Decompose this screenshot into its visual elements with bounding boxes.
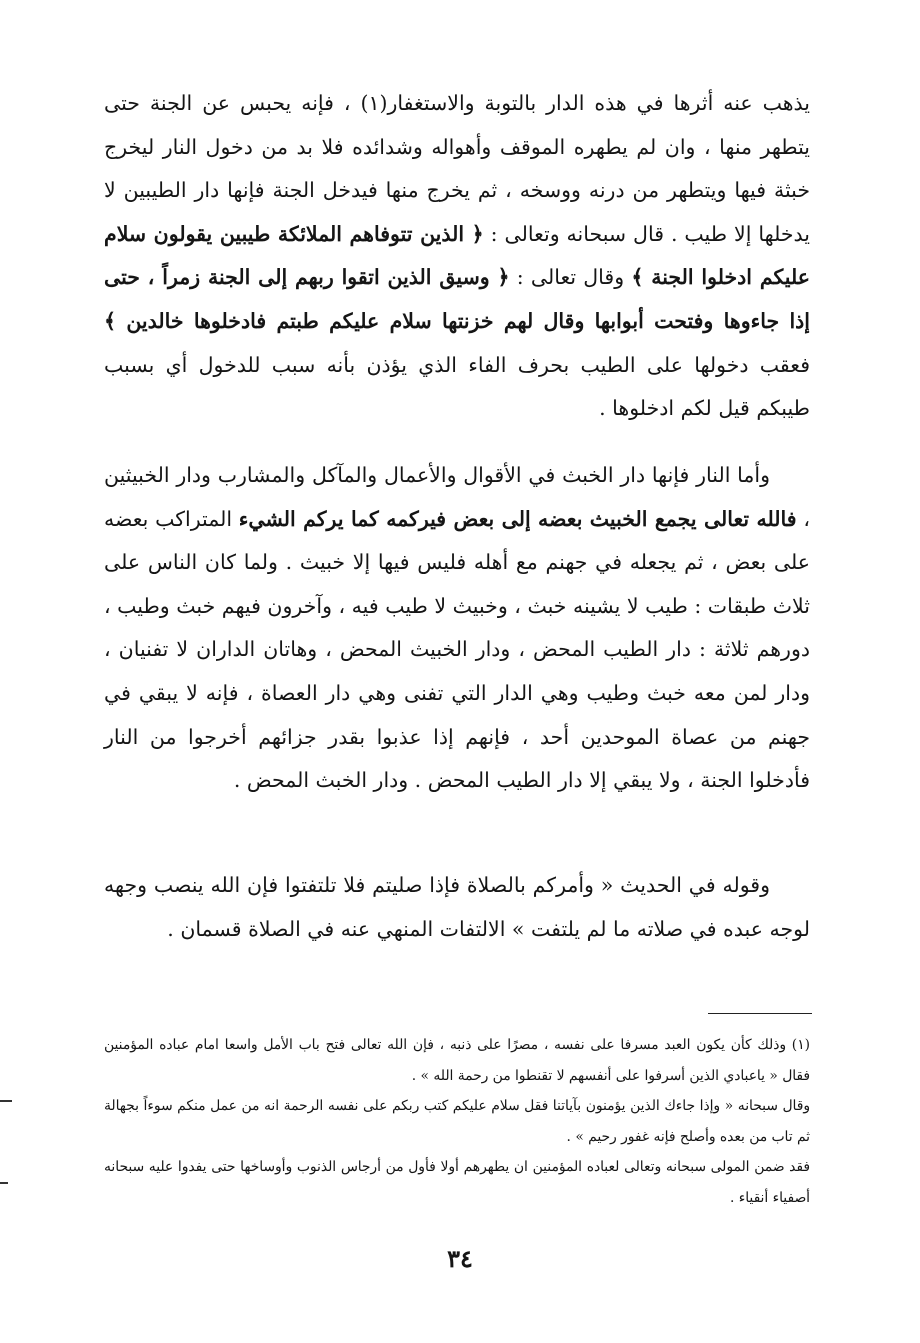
paragraph-2-bold: فالله تعالى يجمع الخبيث بعضه إلى بعض فيركمه كما يركم الشيء [238,506,797,531]
paragraph-2-text-c: المتراكب بعضه على بعض ، ثم يجعله في جهنم مع أهله فليس فيها إلا خبيث . ولما كان الناس على ثلاث طبقات : طيب لا يشينه خبث ، وخبيث لا طيب فيه ، وآخرون فيهم خبث وطيب ، دورهم ثلاثة : دار الطيب المحض ، ودار الخبيث المحض ، وهاتان الداران لا تفنيان ، ودار لمن معه خبث وطيب وهي الدار التي تفنى وهي دار العصاة ، فإنه لا يبقي في جهنم من عصاة الموحدين أحد ، فإنهم إذا عذبوا بقدر جزائهم أخرجوا من النار فأدخلوا الجنة ، ولا يبقي إلا دار الطيب المحض . ودار الخبث المحض . [104,506,810,793]
paragraph-1 [104,82,810,431]
footnote-line-3: فقد ضمن المولى سبحانه وتعالى لعباده المؤمنين ان يطهرهم أولا فأول من أرجاس الذنوب وأوساخها حتى يفدوا عليه سبحانه أصفياء أنقياء . [104,1159,810,1206]
paragraph-1-text-a: يذهب عنه أثرها في هذه الدار بالتوبة والاستغفار(١) ، فإنه يحبس عن الجنة حتى يتطهر منها ، وان لم يطهره الموقف وأهواله وشدائده فلا بد من دخول النار ليخرج خبثة فيها ويتطهر من درنه ووسخه ، ثم يخرج منها فيدخل الجنة فإنها دار الطيبين لا يدخلها إلا طيب . قال سبحانه وتعالى : [104,91,810,246]
footnote-line-2: وقال سبحانه « وإذا جاءك الذين يؤمنون بآياتنا فقل سلام عليكم كتب ربكم على نفسه الرحمة انه من عمل منكم سوءاً بجهالة ثم تاب من بعده وأصلح فإنه غفور رحيم » . [104,1098,810,1145]
quran-quote-2: ﴿ وسيق الذين اتقوا ربهم إلى الجنة زمراً ، حتى إذا جاءوها وفتحت أبوابها وقال لهم خزنتها سلام عليكم طبتم فادخلوها خالدين ﴾ [104,265,810,333]
footnote [104,1030,810,1213]
paragraph-3-text: وقوله في الحديث « وأمركم بالصلاة فإذا صليتم فلا تلتفتوا فإن الله ينصب وجهه لوجه عبده في صلاته ما لم يلتفت » الالتفات المنهي عنه في الصلاة قسمان . [104,873,810,941]
paragraph-1-text-c: فعقب دخولها على الطيب بحرف الفاء الذي يؤذن بأنه سبب للدخول أي بسبب طيبكم قيل لكم ادخلوها . [104,352,810,421]
page-number: ٣٤ [447,1244,473,1273]
paragraph-1-text-b: وقال تعالى : [509,265,632,290]
scan-edge-mark [0,1182,8,1184]
footnote-separator [708,1013,812,1014]
paragraph-3 [104,864,810,951]
footnote-line-1: (١) وذلك كأن يكون العبد مسرفا على نفسه ، مصرًا على ذنبه ، فإن الله تعالى فتح باب الأمل واسعا امام عباده المؤمنين فقال « ياعبادي الذين أسرفوا على أنفسهم لا تقنطوا من رحمة الله » . [104,1037,810,1084]
quran-quote-1: ﴿ الذين تتوفاهم الملائكة طيبين يقولون سلام عليكم ادخلوا الجنة ﴾ [104,221,810,290]
scan-edge-mark [0,1100,12,1102]
paragraph-2-text-a: وأما النار فإنها دار الخبث في الأقوال والأعمال والمآكل والمشارب ودار الخبيثين ، [104,463,810,531]
paragraph-2 [104,454,810,803]
